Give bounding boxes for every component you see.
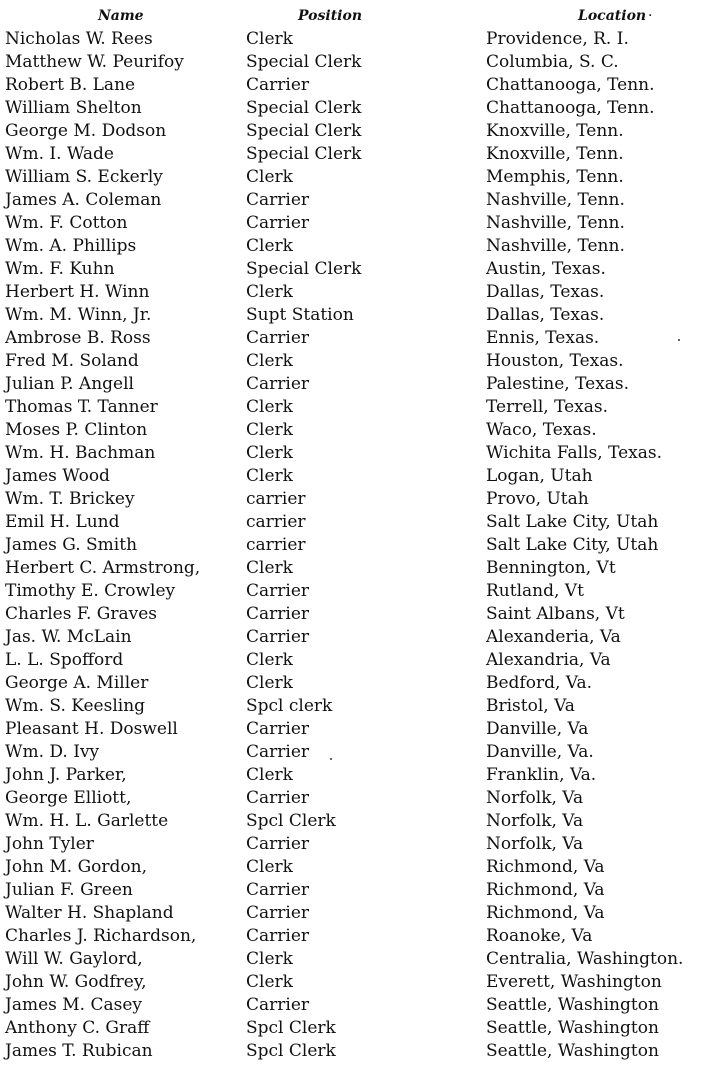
name-cell: Anthony C. Graff — [5, 1018, 150, 1038]
position-cell: Clerk — [246, 282, 293, 302]
table-row — [0, 51, 707, 74]
location-cell: Richmond, Va — [486, 880, 605, 900]
position-cell: Carrier — [246, 788, 310, 808]
name-cell: William Shelton — [5, 98, 142, 118]
name-cell: Fred M. Soland — [5, 351, 139, 371]
position-cell: Clerk — [246, 558, 293, 578]
table-row — [0, 948, 707, 971]
table-row — [0, 925, 707, 948]
name-cell: James A. Coleman — [5, 190, 162, 210]
table-row — [0, 764, 707, 787]
position-cell: Clerk — [246, 972, 293, 992]
location-cell: Rutland, Vt — [486, 581, 584, 601]
position-cell: Clerk — [246, 443, 293, 463]
position-cell: Supt Station — [246, 305, 354, 325]
location-cell: Houston, Texas. — [486, 351, 624, 371]
position-cell: Carrier — [246, 75, 310, 95]
position-cell: carrier — [246, 489, 306, 509]
position-cell: Spcl Clerk — [246, 1041, 336, 1061]
position-cell: Carrier — [246, 190, 310, 210]
table-row — [0, 879, 707, 902]
table-row — [0, 902, 707, 925]
position-cell: carrier — [246, 535, 306, 555]
location-cell: Centralia, Washington. — [486, 949, 684, 969]
location-cell: Columbia, S. C. — [486, 52, 619, 72]
name-cell: Wm. M. Winn, Jr. — [5, 305, 152, 325]
position-cell: Special Clerk — [246, 259, 362, 279]
name-cell: Will W. Gaylord, — [5, 949, 143, 969]
name-cell: Robert B. Lane — [5, 75, 136, 95]
position-cell: Spcl clerk — [246, 696, 333, 716]
position-cell: Clerk — [246, 29, 293, 49]
position-cell: Carrier — [246, 581, 310, 601]
name-cell: Wm. A. Phillips — [5, 236, 137, 256]
location-cell: Ennis, Texas. — [486, 328, 600, 348]
position-cell: Carrier — [246, 719, 310, 739]
name-cell: John J. Parker, — [5, 765, 127, 785]
location-cell: Seattle, Washington — [486, 1041, 659, 1061]
position-cell: Special Clerk — [246, 121, 362, 141]
name-cell: Wm. H. L. Garlette — [5, 811, 169, 831]
location-cell: Terrell, Texas. — [486, 397, 609, 417]
name-cell: John M. Gordon, — [5, 857, 147, 877]
table-row — [0, 718, 707, 741]
table-header — [0, 6, 707, 26]
position-cell: Clerk — [246, 420, 293, 440]
name-cell: James Wood — [5, 466, 110, 486]
location-cell: Norfolk, Va — [486, 811, 584, 831]
location-cell: Providence, R. I. — [486, 29, 629, 49]
name-cell: L. L. Spofford — [5, 650, 124, 670]
table-row — [0, 971, 707, 994]
position-cell: Carrier — [246, 374, 310, 394]
position-cell: Special Clerk — [246, 144, 362, 164]
name-cell: Julian F. Green — [5, 880, 133, 900]
name-cell: Herbert H. Winn — [5, 282, 150, 302]
name-cell: Wm. H. Bachman — [5, 443, 156, 463]
position-cell: Clerk — [246, 167, 293, 187]
table-row — [0, 603, 707, 626]
table-row — [0, 695, 707, 718]
name-cell: Wm. D. Ivy — [5, 742, 100, 762]
name-cell: Emil H. Lund — [5, 512, 120, 532]
table-row — [0, 465, 707, 488]
location-cell: Seattle, Washington — [486, 1018, 659, 1038]
table-row — [0, 235, 707, 258]
name-cell: Wm. S. Keesling — [5, 696, 146, 716]
table-row — [0, 373, 707, 396]
position-cell: carrier — [246, 512, 306, 532]
table-row — [0, 396, 707, 419]
stray-dot — [678, 339, 680, 341]
table-row — [0, 741, 707, 764]
location-cell: Richmond, Va — [486, 857, 605, 877]
name-cell: Herbert C. Armstrong, — [5, 558, 201, 578]
position-cell: Clerk — [246, 857, 293, 877]
name-cell: Moses P. Clinton — [5, 420, 148, 440]
location-cell: Alexandria, Va — [486, 650, 611, 670]
location-cell: Roanoke, Va — [486, 926, 593, 946]
position-cell: Carrier — [246, 926, 310, 946]
location-cell: Salt Lake City, Utah — [486, 512, 659, 532]
table-row — [0, 511, 707, 534]
location-cell: Waco, Texas. — [486, 420, 597, 440]
name-cell: John Tyler — [5, 834, 94, 854]
roster-table — [0, 28, 707, 1063]
table-row — [0, 74, 707, 97]
table-row — [0, 143, 707, 166]
location-cell: Memphis, Tenn. — [486, 167, 624, 187]
table-row — [0, 281, 707, 304]
header-location: Location — [578, 8, 647, 24]
name-cell: Timothy E. Crowley — [5, 581, 176, 601]
name-cell: Matthew W. Peurifoy — [5, 52, 184, 72]
name-cell: Wm. T. Brickey — [5, 489, 135, 509]
table-row — [0, 649, 707, 672]
name-cell: George M. Dodson — [5, 121, 167, 141]
stray-dot — [330, 758, 332, 760]
table-row — [0, 1017, 707, 1040]
name-cell: James M. Casey — [5, 995, 143, 1015]
name-cell: Nicholas W. Rees — [5, 29, 153, 49]
location-cell: Bennington, Vt — [486, 558, 616, 578]
name-cell: Walter H. Shapland — [5, 903, 174, 923]
location-cell: Danville, Va. — [486, 742, 594, 762]
table-row — [0, 488, 707, 511]
table-row — [0, 212, 707, 235]
location-cell: Dallas, Texas. — [486, 282, 605, 302]
location-cell: Dallas, Texas. — [486, 305, 605, 325]
table-row — [0, 442, 707, 465]
location-cell: Nashville, Tenn. — [486, 190, 625, 210]
table-row — [0, 258, 707, 281]
location-cell: Danville, Va — [486, 719, 589, 739]
table-row — [0, 166, 707, 189]
position-cell: Clerk — [246, 236, 293, 256]
location-cell: Austin, Texas. — [486, 259, 606, 279]
name-cell: William S. Eckerly — [5, 167, 163, 187]
position-cell: Clerk — [246, 397, 293, 417]
location-cell: Knoxville, Tenn. — [486, 144, 624, 164]
location-cell: Alexanderia, Va — [486, 627, 621, 647]
position-cell: Clerk — [246, 765, 293, 785]
name-cell: Pleasant H. Doswell — [5, 719, 178, 739]
position-cell: Carrier — [246, 627, 310, 647]
position-cell: Clerk — [246, 650, 293, 670]
name-cell: Charles J. Richardson, — [5, 926, 197, 946]
location-cell: Palestine, Texas. — [486, 374, 630, 394]
table-row — [0, 97, 707, 120]
table-row — [0, 557, 707, 580]
name-cell: Wm. F. Kuhn — [5, 259, 115, 279]
position-cell: Special Clerk — [246, 98, 362, 118]
name-cell: Jas. W. McLain — [5, 627, 132, 647]
position-cell: Clerk — [246, 466, 293, 486]
location-cell: Provo, Utah — [486, 489, 589, 509]
name-cell: George Elliott, — [5, 788, 132, 808]
table-row — [0, 534, 707, 557]
position-cell: Carrier — [246, 742, 310, 762]
location-cell: Wichita Falls, Texas. — [486, 443, 663, 463]
location-cell: Norfolk, Va — [486, 834, 584, 854]
location-cell: Nashville, Tenn. — [486, 213, 625, 233]
location-cell: Bedford, Va. — [486, 673, 593, 693]
position-cell: Special Clerk — [246, 52, 362, 72]
position-cell: Carrier — [246, 880, 310, 900]
position-cell: Carrier — [246, 834, 310, 854]
location-cell: Norfolk, Va — [486, 788, 584, 808]
table-row — [0, 350, 707, 373]
location-cell: Knoxville, Tenn. — [486, 121, 624, 141]
location-cell: Seattle, Washington — [486, 995, 659, 1015]
position-cell: Carrier — [246, 328, 310, 348]
header-stray-mark: · — [648, 8, 653, 24]
table-row — [0, 327, 707, 350]
table-row — [0, 672, 707, 695]
name-cell: George A. Miller — [5, 673, 149, 693]
name-cell: Wm. I. Wade — [5, 144, 114, 164]
table-row — [0, 419, 707, 442]
table-row — [0, 994, 707, 1017]
name-cell: Wm. F. Cotton — [5, 213, 128, 233]
table-row — [0, 580, 707, 603]
position-cell: Spcl Clerk — [246, 1018, 336, 1038]
table-row — [0, 833, 707, 856]
name-cell: James T. Rubican — [5, 1041, 153, 1061]
location-cell: Salt Lake City, Utah — [486, 535, 659, 555]
position-cell: Carrier — [246, 903, 310, 923]
position-cell: Carrier — [246, 213, 310, 233]
name-cell: Julian P. Angell — [5, 374, 134, 394]
location-cell: Bristol, Va — [486, 696, 575, 716]
location-cell: Nashville, Tenn. — [486, 236, 625, 256]
location-cell: Everett, Washington — [486, 972, 662, 992]
header-position: Position — [298, 8, 362, 24]
location-cell: Saint Albans, Vt — [486, 604, 625, 624]
table-row — [0, 1040, 707, 1063]
location-cell: Franklin, Va. — [486, 765, 597, 785]
table-row — [0, 120, 707, 143]
name-cell: James G. Smith — [5, 535, 138, 555]
position-cell: Clerk — [246, 949, 293, 969]
table-row — [0, 189, 707, 212]
location-cell: Logan, Utah — [486, 466, 593, 486]
table-row — [0, 304, 707, 327]
position-cell: Spcl Clerk — [246, 811, 336, 831]
table-row — [0, 856, 707, 879]
position-cell: Carrier — [246, 995, 310, 1015]
table-row — [0, 810, 707, 833]
name-cell: Charles F. Graves — [5, 604, 158, 624]
name-cell: Ambrose B. Ross — [5, 328, 151, 348]
table-row — [0, 626, 707, 649]
position-cell: Clerk — [246, 673, 293, 693]
name-cell: Thomas T. Tanner — [5, 397, 158, 417]
table-row — [0, 28, 707, 51]
header-name: Name — [98, 8, 144, 24]
name-cell: John W. Godfrey, — [5, 972, 147, 992]
location-cell: Chattanooga, Tenn. — [486, 98, 655, 118]
position-cell: Carrier — [246, 604, 310, 624]
location-cell: Richmond, Va — [486, 903, 605, 923]
location-cell: Chattanooga, Tenn. — [486, 75, 655, 95]
table-row — [0, 787, 707, 810]
position-cell: Clerk — [246, 351, 293, 371]
